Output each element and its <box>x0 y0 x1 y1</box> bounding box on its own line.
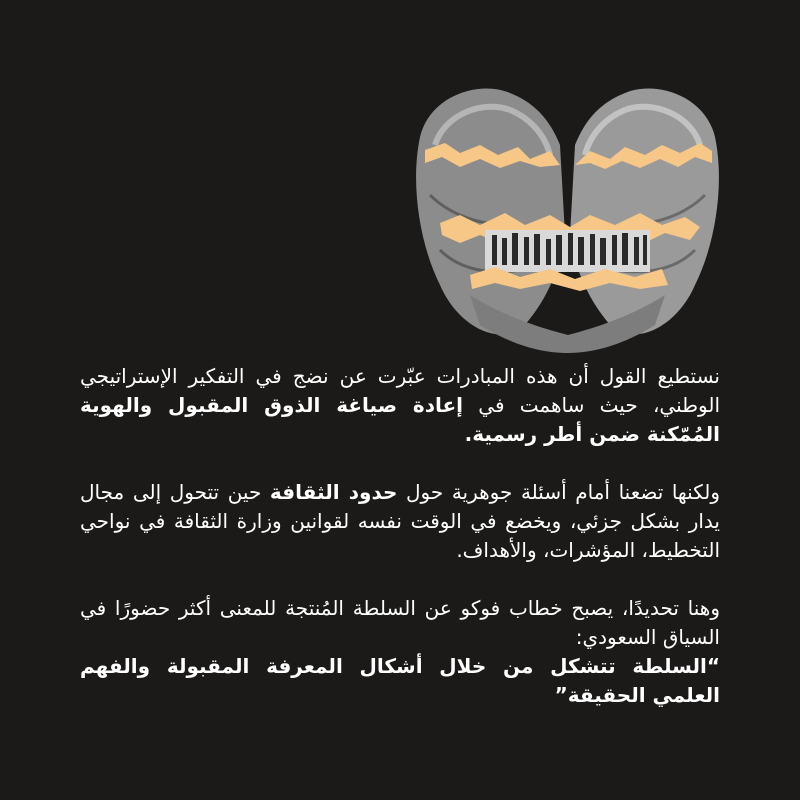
article-text <box>80 362 720 710</box>
cupped-hands-illustration <box>400 75 735 355</box>
paragraph-1 <box>80 362 720 449</box>
paragraph-1-text: نستطيع القول أن هذه المبادرات عبّرت عن نضج في التفكير الإستراتيجي الوطني، حيث ساهمت في <box>80 364 721 417</box>
paragraph-2-text-end: حين تتحول إلى مجال يدار بشكل جزئي، ويخضع في الوقت نفسه لقوانين وزارة الثقافة في نواحي التخطيط، المؤشرات، والأهداف. <box>80 480 720 562</box>
paragraph-3-text: وهنا تحديدًا، يصبح خطاب فوكو عن السلطة المُنتجة للمعنى أكثر حضورًا في السياق السعودي: <box>80 596 720 649</box>
right-hand <box>570 88 719 334</box>
paragraph-2-text-start: ولكنها تضعنا أمام أسئلة جوهرية حول <box>397 480 720 504</box>
paragraph-3 <box>80 594 720 710</box>
foucault-quote: “السلطة تتشكل من خلال أشكال المعرفة المقبولة والفهم العلمي الحقيقة” <box>80 654 720 707</box>
left-hand <box>416 88 565 334</box>
paragraph-2 <box>80 478 720 565</box>
paragraph-2-bold: حدود الثقافة <box>269 480 398 504</box>
paragraph-1-bold: إعادة صياغة الذوق المقبول والهوية المُمّكنة ضمن أطر رسمية. <box>80 393 720 446</box>
